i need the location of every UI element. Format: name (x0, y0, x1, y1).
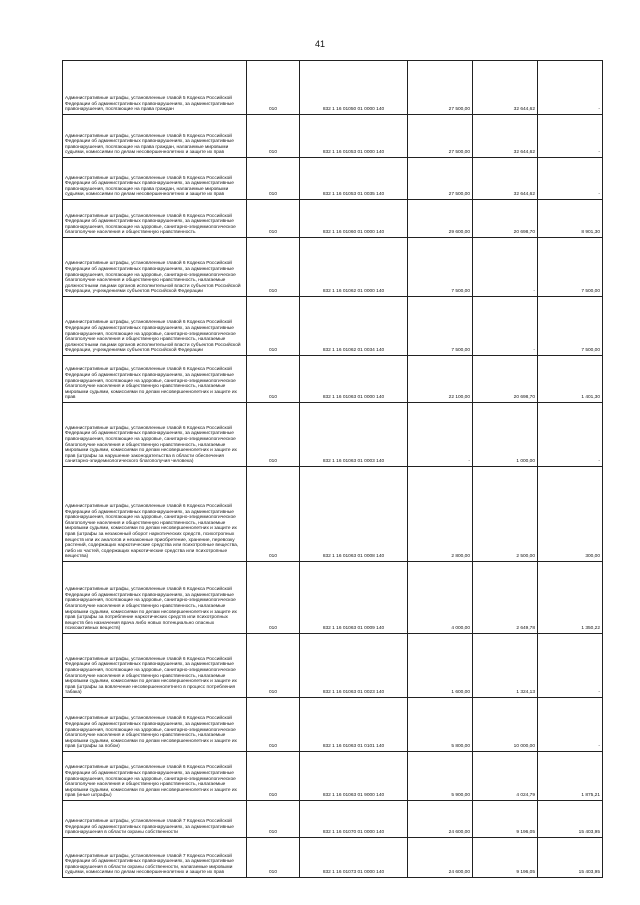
table-row (63, 238, 603, 297)
row-executed: 10 000,00 (473, 698, 538, 752)
row-unexecuted: - (538, 403, 603, 467)
row-name: Административные штрафы, установленные главой 6 Кодекса Российской Федерации об административных правонарушениях, за административные правонарушения, посягающие на здоровье, санитарно-эпидемиологическое благополучие населения и общественную нравственность, налагаемые мировыми судьями, комиссиями по делам несовершеннолетних и защите их прав (штрафы за потребление наркотических средств или психотропных веществ без назначения врача либо новых потенциально опасных психоактивных веществ) (63, 562, 247, 634)
row-executed: 9 196,05 (473, 801, 538, 838)
row-unexecuted: 15 403,95 (538, 838, 603, 878)
table-row (63, 356, 603, 403)
row-name: Административные штрафы, установленные главой 6 Кодекса Российской Федерации об административных правонарушениях, за административные правонарушения, посягающие на здоровье, санитарно-эпидемиологическое благополучие населения и общественную нравственность, налагаемые мировыми судьями, комиссиями по делам несовершеннолетних и защите их прав (штрафы за побои) (63, 698, 247, 752)
table-row (63, 403, 603, 467)
table-row (63, 467, 603, 562)
row-approved: 5 800,00 (408, 698, 473, 752)
row-approved: 1 600,00 (408, 634, 473, 698)
row-unexecuted: 1 401,30 (538, 356, 603, 403)
row-unexecuted: - (538, 61, 603, 115)
row-kbk: 832 1 16 01053 01 0035 140 (300, 158, 408, 200)
row-unexecuted: 300,00 (538, 467, 603, 562)
row-name: Административные штрафы, установленные главой 5 Кодекса Российской Федерации об административных правонарушениях, за административные правонарушения, посягающие на права граждан, налагаемые мировыми судьями, комиссиями по делам несовершеннолетних и защите их прав (63, 115, 247, 158)
row-kbk: 832 1 16 01063 01 0000 140 (300, 356, 408, 403)
row-kbk: 832 1 16 01063 01 0023 140 (300, 634, 408, 698)
row-kbk: 832 1 16 01073 01 0000 140 (300, 838, 408, 878)
row-executed: - (473, 238, 538, 297)
row-name: Административные штрафы, установленные главой 5 Кодекса Российской Федерации об административных правонарушениях, за административные правонарушения, посягающие на права граждан (63, 61, 247, 115)
table-row (63, 698, 603, 752)
row-unexecuted: 1 875,21 (538, 752, 603, 801)
row-unexecuted: - (538, 115, 603, 158)
row-name: Административные штрафы, установленные главой 6 Кодекса Российской Федерации об административных правонарушениях, за административные правонарушения, посягающие на здоровье, санитарно-эпидемиологическое благополучие населения и общественную нравственность, налагаемые мировыми судьями, комиссиями по делам несовершеннолетних и защите их прав (штрафы за незаконный оборот наркотических средств, психотропных веществ или их аналогов и незаконные приобретение, хранение, перевозку растений, содержащих наркотические средства или психотропные вещества, либо их частей, содержащих наркотические средства или психотропные вещества) (63, 467, 247, 562)
row-code: 010 (247, 467, 300, 562)
row-approved: 27 500,00 (408, 61, 473, 115)
row-executed: 1 324,13 (473, 634, 538, 698)
row-executed: 32 644,62 (473, 115, 538, 158)
row-kbk: 832 1 16 01063 01 0009 140 (300, 562, 408, 634)
row-code: 010 (247, 838, 300, 878)
table-row (63, 297, 603, 356)
row-kbk: 832 1 16 01053 01 0000 140 (300, 115, 408, 158)
row-kbk: 832 1 16 01070 01 0000 140 (300, 801, 408, 838)
row-kbk: 832 1 16 01050 01 0000 140 (300, 61, 408, 115)
table-row (63, 115, 603, 158)
row-executed: 32 644,62 (473, 158, 538, 200)
table-row (63, 752, 603, 801)
row-unexecuted: 8 901,30 (538, 200, 603, 238)
row-name: Административные штрафы, установленные главой 7 Кодекса Российской Федерации об административных правонарушениях, за административные правонарушения в области охраны собственности (63, 801, 247, 838)
row-name: Административные штрафы, установленные главой 6 Кодекса Российской Федерации об административных правонарушениях, за административные правонарушения, посягающие на здоровье, санитарно-эпидемиологическое благополучие населения и общественную нравственность, налагаемые мировыми судьями, комиссиями по делам несовершеннолетних и защите их прав (штрафы за вовлечение несовершеннолетнего в процесс потребления табака) (63, 634, 247, 698)
row-approved: 4 000,00 (408, 562, 473, 634)
row-name: Административные штрафы, установленные главой 6 Кодекса Российской Федерации об административных правонарушениях, за административные правонарушения, посягающие на здоровье, санитарно-эпидемиологическое благополучие населения и общественную нравственность, налагаемые должностными лицами органов исполнительной власти субъектов Российской Федерации, учреждениями субъектов Российской Федерации (63, 297, 247, 356)
row-kbk: 832 1 16 01062 01 0034 140 (300, 297, 408, 356)
row-code: 010 (247, 238, 300, 297)
row-kbk: 832 1 16 01063 01 0003 140 (300, 403, 408, 467)
row-executed: 20 698,70 (473, 200, 538, 238)
table-row (63, 562, 603, 634)
row-executed: 2 500,00 (473, 467, 538, 562)
table-row (63, 634, 603, 698)
row-kbk: 832 1 16 01063 01 0008 140 (300, 467, 408, 562)
row-approved: 2 800,00 (408, 467, 473, 562)
row-approved: 29 600,00 (408, 200, 473, 238)
row-kbk: 832 1 16 01063 01 9000 140 (300, 752, 408, 801)
row-executed: 9 196,05 (473, 838, 538, 878)
row-approved: 24 600,00 (408, 838, 473, 878)
row-code: 010 (247, 200, 300, 238)
row-code: 010 (247, 698, 300, 752)
row-approved: - (408, 403, 473, 467)
row-name: Административные штрафы, установленные главой 6 Кодекса Российской Федерации об административных правонарушениях, за административные правонарушения, посягающие на здоровье, санитарно-эпидемиологическое благополучие населения и общественную нравственность, налагаемые мировыми судьями, комиссиями по делам несовершеннолетних и защите их прав (иные штрафы) (63, 752, 247, 801)
row-code: 010 (247, 356, 300, 403)
budget-table (62, 60, 603, 878)
row-kbk: 832 1 16 01063 01 0101 140 (300, 698, 408, 752)
row-code: 010 (247, 634, 300, 698)
row-unexecuted: - (538, 698, 603, 752)
row-code: 010 (247, 115, 300, 158)
row-unexecuted: 1 350,22 (538, 562, 603, 634)
row-approved: 7 500,00 (408, 297, 473, 356)
row-code: 010 (247, 61, 300, 115)
row-kbk: 832 1 16 01060 01 0000 140 (300, 200, 408, 238)
row-unexecuted: - (538, 634, 603, 698)
row-executed: 4 024,79 (473, 752, 538, 801)
row-code: 010 (247, 158, 300, 200)
row-name: Административные штрафы, установленные главой 6 Кодекса Российской Федерации об административных правонарушениях, за административные правонарушения, посягающие на здоровье, санитарно-эпидемиологическое благополучие населения и общественную нравственность, налагаемые должностными лицами органов исполнительной власти субъектов Российской Федерации, учреждениями субъектов Российской Федерации (63, 238, 247, 297)
row-name: Административные штрафы, установленные главой 6 Кодекса Российской Федерации об административных правонарушениях, за административные правонарушения, посягающие на здоровье, санитарно-эпидемиологическое благополучие населения и общественную нравственность, налагаемые мировыми судьями, комиссиями по делам несовершеннолетних и защите их прав (штрафы за нарушение законодательства в области обеспечения санитарно-эпидемиологического благополучия человека) (63, 403, 247, 467)
row-code: 010 (247, 403, 300, 467)
page-number: 41 (314, 39, 325, 49)
row-name: Административные штрафы, установленные главой 6 Кодекса Российской Федерации об административных правонарушениях, за административные правонарушения, посягающие на здоровье, санитарно-эпидемиологическое благополучие населения и общественную нравственность (63, 200, 247, 238)
row-approved: 24 600,00 (408, 801, 473, 838)
row-code: 010 (247, 752, 300, 801)
row-name: Административные штрафы, установленные главой 5 Кодекса Российской Федерации об административных правонарушениях, за административные правонарушения, посягающие на права граждан, налагаемые мировыми судьями, комиссиями по делам несовершеннолетних и защите их прав (63, 158, 247, 200)
row-approved: 27 500,00 (408, 158, 473, 200)
row-executed: - (473, 297, 538, 356)
table-row (63, 61, 603, 115)
row-kbk: 832 1 16 01062 01 0000 140 (300, 238, 408, 297)
table-row (63, 200, 603, 238)
row-executed: 1 000,00 (473, 403, 538, 467)
table-row (63, 838, 603, 878)
row-executed: 32 644,62 (473, 61, 538, 115)
row-approved: 5 900,00 (408, 752, 473, 801)
row-code: 010 (247, 297, 300, 356)
row-approved: 22 100,00 (408, 356, 473, 403)
table-row (63, 801, 603, 838)
row-unexecuted: 15 403,95 (538, 801, 603, 838)
row-executed: 20 698,70 (473, 356, 538, 403)
table-row (63, 158, 603, 200)
row-approved: 27 500,00 (408, 115, 473, 158)
row-unexecuted: 7 500,00 (538, 238, 603, 297)
row-name: Административные штрафы, установленные главой 6 Кодекса Российской Федерации об административных правонарушениях, за административные правонарушения, посягающие на здоровье, санитарно-эпидемиологическое благополучие населения и общественную нравственность, налагаемые мировыми судьями, комиссиями по делам несовершеннолетних и защите их прав (63, 356, 247, 403)
row-code: 010 (247, 801, 300, 838)
row-approved: 7 500,00 (408, 238, 473, 297)
row-name: Административные штрафы, установленные главой 7 Кодекса Российской Федерации об административных правонарушениях, за административные правонарушения в области охраны собственности, налагаемые мировыми судьями, комиссиями по делам несовершеннолетних и защите их прав (63, 838, 247, 878)
row-unexecuted: 7 500,00 (538, 297, 603, 356)
row-unexecuted: - (538, 158, 603, 200)
row-executed: 2 649,78 (473, 562, 538, 634)
row-code: 010 (247, 562, 300, 634)
